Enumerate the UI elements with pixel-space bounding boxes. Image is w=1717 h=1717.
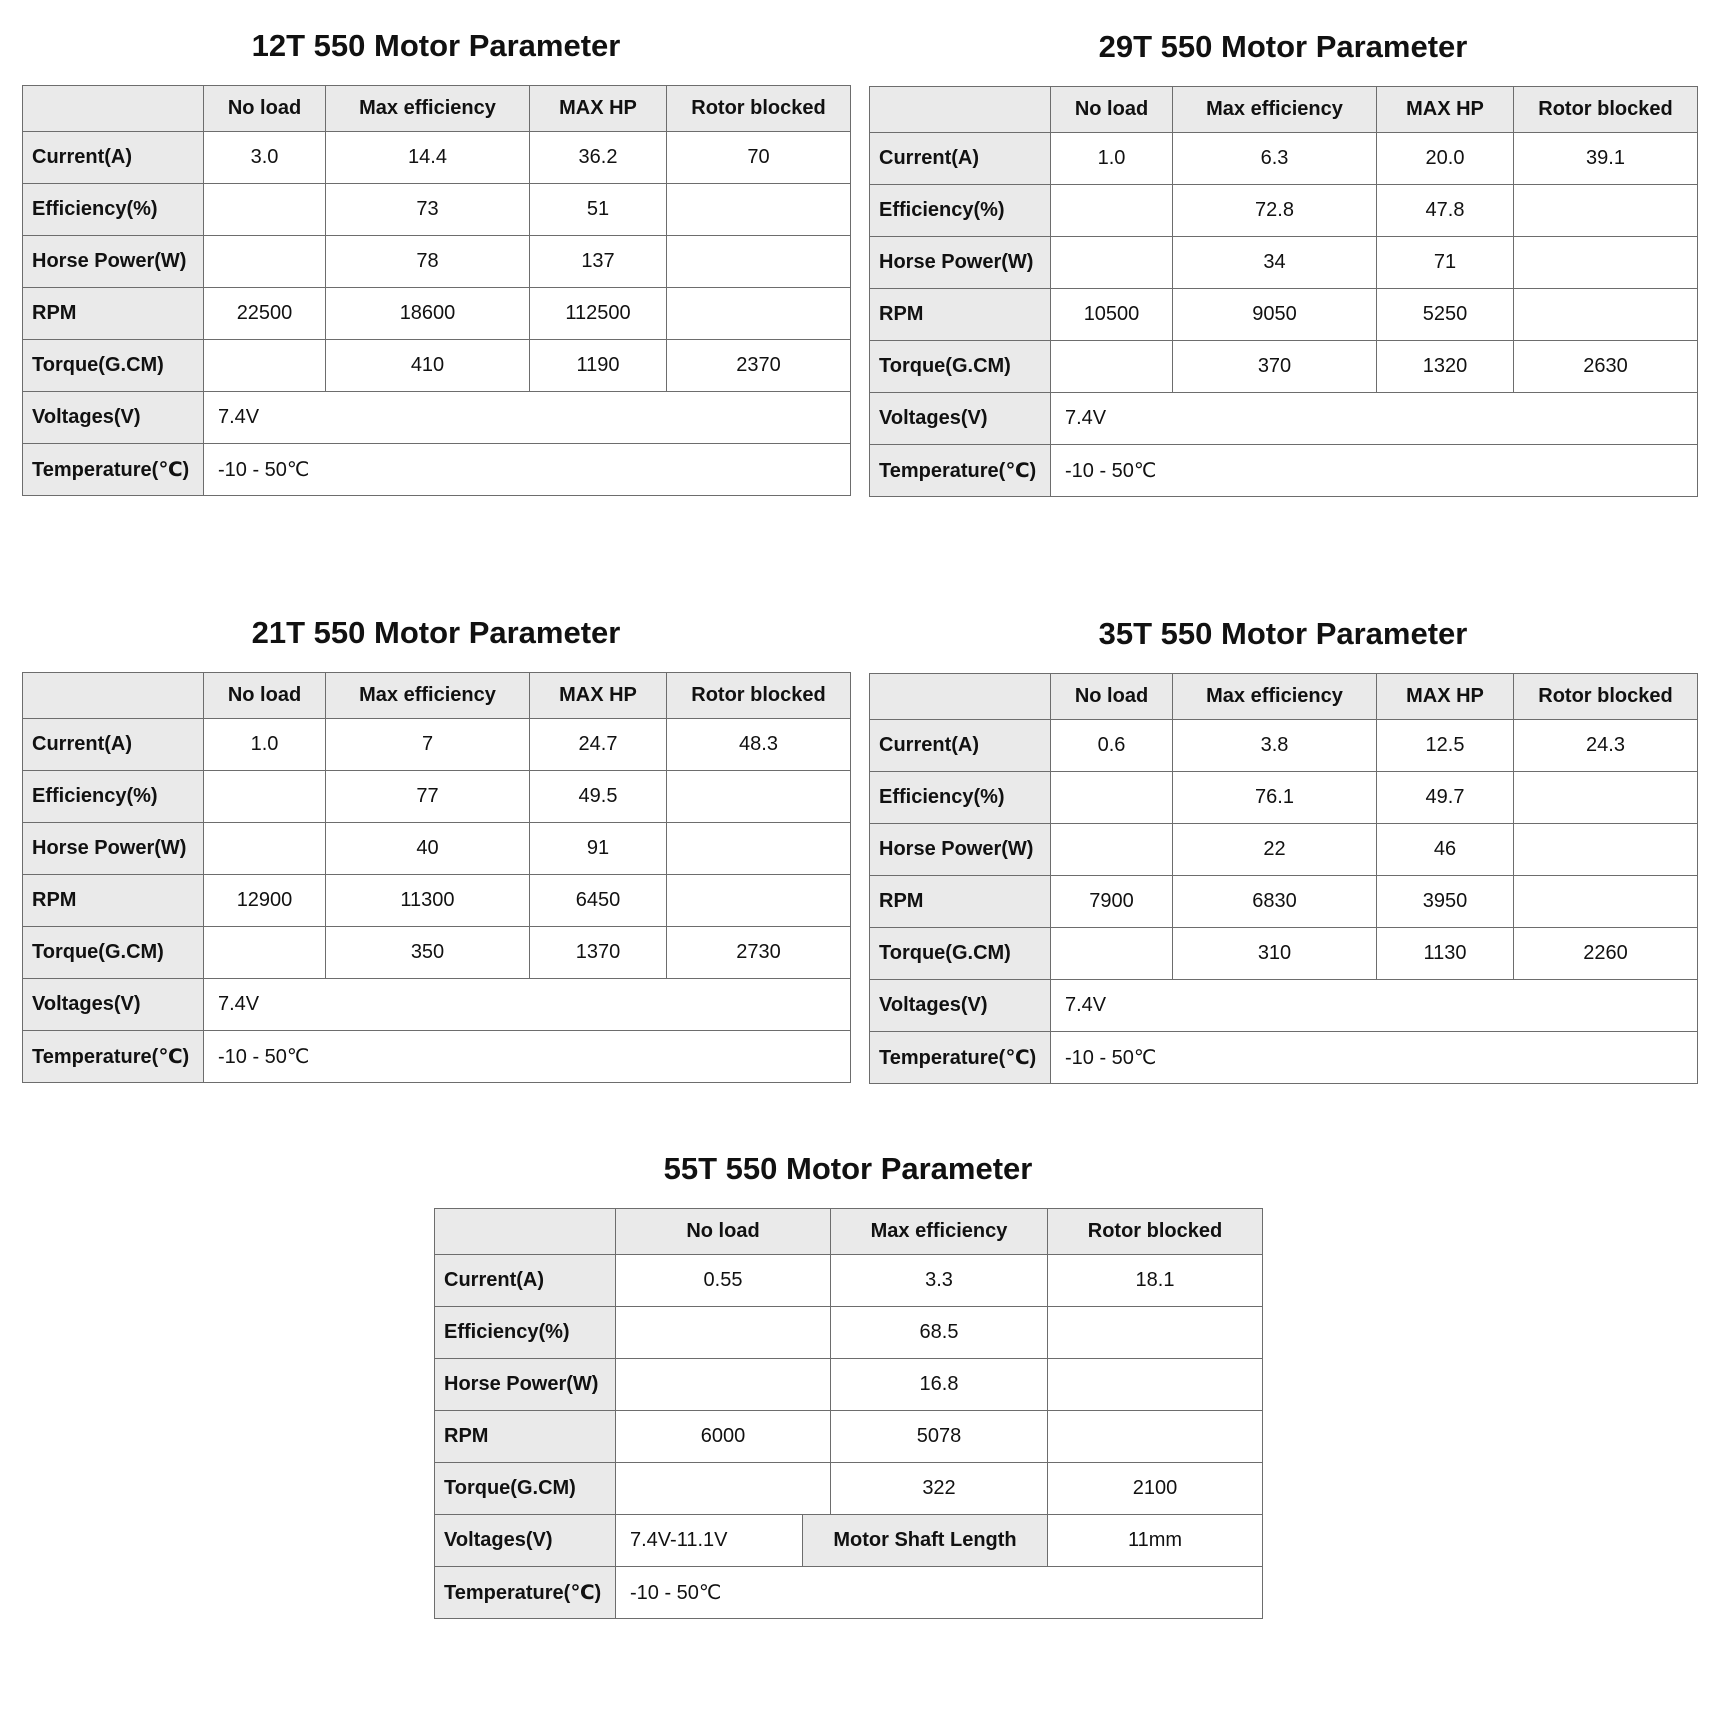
table-cell: 40 — [326, 823, 530, 875]
table-cell: 70 — [667, 132, 851, 184]
table-cell — [667, 184, 851, 236]
row-label: RPM — [870, 876, 1051, 928]
table-row — [435, 1515, 1263, 1567]
table-row — [870, 876, 1698, 928]
table-cell — [667, 771, 851, 823]
table-row — [870, 289, 1698, 341]
table-cell — [204, 340, 326, 392]
motor-table-12t — [22, 26, 850, 496]
row-label: Horse Power(W) — [23, 236, 204, 288]
column-header: MAX HP — [530, 673, 667, 719]
table-row — [870, 928, 1698, 980]
table-cell — [1051, 237, 1173, 289]
voltage-value: 7.4V — [1051, 393, 1698, 445]
row-label: Horse Power(W) — [435, 1359, 616, 1411]
row-label: Efficiency(%) — [23, 771, 204, 823]
row-label: Voltages(V) — [870, 980, 1051, 1032]
table-cell: 22500 — [204, 288, 326, 340]
table-cell — [1048, 1411, 1263, 1463]
table-cell: 34 — [1173, 237, 1377, 289]
table-row — [23, 823, 851, 875]
table-cell: 49.7 — [1377, 772, 1514, 824]
motor-table-55t — [434, 1149, 1262, 1619]
table-cell: 2260 — [1514, 928, 1698, 980]
column-header: MAX HP — [1377, 87, 1514, 133]
table-row — [870, 341, 1698, 393]
column-header: Max efficiency — [831, 1209, 1048, 1255]
table-cell: 20.0 — [1377, 133, 1514, 185]
table-cell: 310 — [1173, 928, 1377, 980]
table-cell: 39.1 — [1514, 133, 1698, 185]
table-cell: 24.7 — [530, 719, 667, 771]
table-row — [435, 1307, 1263, 1359]
table-cell: 71 — [1377, 237, 1514, 289]
table-row — [23, 184, 851, 236]
motor-table-29t — [869, 27, 1697, 497]
row-label: Horse Power(W) — [870, 824, 1051, 876]
table-cell: 18600 — [326, 288, 530, 340]
table-cell — [667, 823, 851, 875]
table-cell: 2630 — [1514, 341, 1698, 393]
column-header: Rotor blocked — [667, 86, 851, 132]
column-header: Max efficiency — [326, 86, 530, 132]
table-row — [870, 772, 1698, 824]
row-label: Voltages(V) — [870, 393, 1051, 445]
table-row — [23, 236, 851, 288]
table-cell: 47.8 — [1377, 185, 1514, 237]
row-label: Torque(G.CM) — [435, 1463, 616, 1515]
table-cell: 22 — [1173, 824, 1377, 876]
motor-table-21t — [22, 613, 850, 1083]
table-title: 55T 550 Motor Parameter — [663, 1151, 1033, 1186]
column-header: Max efficiency — [1173, 87, 1377, 133]
table-cell — [1051, 341, 1173, 393]
shaft-length-label: Motor Shaft Length — [803, 1515, 1048, 1567]
row-label: Temperature(℃) — [870, 1032, 1051, 1084]
table-row — [435, 1463, 1263, 1515]
table-cell: 73 — [326, 184, 530, 236]
table-cell — [1514, 185, 1698, 237]
table-cell: 1320 — [1377, 341, 1514, 393]
table-cell: 112500 — [530, 288, 667, 340]
table-cell: 76.1 — [1173, 772, 1377, 824]
voltage-value: 7.4V — [1051, 980, 1698, 1032]
table-row — [870, 1032, 1698, 1084]
row-label: Temperature(℃) — [23, 444, 204, 496]
table-cell: 10500 — [1051, 289, 1173, 341]
table-cell — [616, 1359, 831, 1411]
table-cell: 6000 — [616, 1411, 831, 1463]
row-label: Torque(G.CM) — [23, 927, 204, 979]
header-row — [870, 87, 1698, 133]
table-row — [870, 237, 1698, 289]
table-cell: 1.0 — [204, 719, 326, 771]
table-cell: 9050 — [1173, 289, 1377, 341]
table-cell — [1514, 237, 1698, 289]
table-cell: 11300 — [326, 875, 530, 927]
column-header: No load — [204, 673, 326, 719]
row-label: Torque(G.CM) — [870, 928, 1051, 980]
row-label: Torque(G.CM) — [870, 341, 1051, 393]
table-cell — [204, 823, 326, 875]
table-cell: 2100 — [1048, 1463, 1263, 1515]
column-header: No load — [204, 86, 326, 132]
table-cell: 51 — [530, 184, 667, 236]
voltage-value: 7.4V-11.1V — [616, 1515, 803, 1567]
table-cell: 91 — [530, 823, 667, 875]
table-row — [435, 1359, 1263, 1411]
table-row — [23, 288, 851, 340]
table-cell — [1051, 185, 1173, 237]
table-cell: 12900 — [204, 875, 326, 927]
table-cell: 72.8 — [1173, 185, 1377, 237]
column-header: Rotor blocked — [1048, 1209, 1263, 1255]
table-row — [23, 1031, 851, 1083]
parameter-table — [434, 1208, 1263, 1619]
table-cell: 6830 — [1173, 876, 1377, 928]
table-cell: 18.1 — [1048, 1255, 1263, 1307]
table-cell: 5078 — [831, 1411, 1048, 1463]
row-label: RPM — [870, 289, 1051, 341]
motor-table-35t — [869, 614, 1697, 1084]
table-cell: 14.4 — [326, 132, 530, 184]
header-row — [23, 673, 851, 719]
row-label: RPM — [23, 875, 204, 927]
table-cell: 12.5 — [1377, 720, 1514, 772]
table-row — [870, 185, 1698, 237]
temperature-value: -10 - 50℃ — [1051, 1032, 1698, 1084]
table-cell — [1048, 1359, 1263, 1411]
row-label: Horse Power(W) — [870, 237, 1051, 289]
table-cell: 7 — [326, 719, 530, 771]
table-row — [23, 875, 851, 927]
table-cell — [667, 875, 851, 927]
table-cell — [1514, 772, 1698, 824]
table-cell: 3950 — [1377, 876, 1514, 928]
table-cell: 3.8 — [1173, 720, 1377, 772]
table-cell — [1514, 824, 1698, 876]
table-cell: 137 — [530, 236, 667, 288]
header-row — [870, 674, 1698, 720]
temperature-value: -10 - 50℃ — [1051, 445, 1698, 497]
table-cell — [1051, 928, 1173, 980]
row-label: Temperature(℃) — [23, 1031, 204, 1083]
table-cell: 6.3 — [1173, 133, 1377, 185]
row-label: RPM — [23, 288, 204, 340]
table-cell: 322 — [831, 1463, 1048, 1515]
corner-cell — [435, 1209, 616, 1255]
table-cell — [1051, 824, 1173, 876]
row-label: Voltages(V) — [23, 979, 204, 1031]
table-cell — [204, 184, 326, 236]
table-cell — [1051, 772, 1173, 824]
column-header: Rotor blocked — [1514, 87, 1698, 133]
table-cell: 77 — [326, 771, 530, 823]
table-cell: 16.8 — [831, 1359, 1048, 1411]
row-label: Current(A) — [23, 132, 204, 184]
row-label: Efficiency(%) — [870, 772, 1051, 824]
table-row — [23, 979, 851, 1031]
table-title: 35T 550 Motor Parameter — [1098, 616, 1468, 651]
table-row — [435, 1411, 1263, 1463]
table-row — [23, 392, 851, 444]
table-cell: 24.3 — [1514, 720, 1698, 772]
voltage-value: 7.4V — [204, 392, 851, 444]
row-label: Voltages(V) — [435, 1515, 616, 1567]
row-label: Efficiency(%) — [435, 1307, 616, 1359]
row-label: Torque(G.CM) — [23, 340, 204, 392]
parameter-table — [22, 672, 851, 1083]
column-header: MAX HP — [530, 86, 667, 132]
table-cell — [667, 288, 851, 340]
row-label: Current(A) — [435, 1255, 616, 1307]
table-title: 21T 550 Motor Parameter — [251, 615, 621, 650]
table-cell — [1048, 1307, 1263, 1359]
table-cell: 0.6 — [1051, 720, 1173, 772]
table-row — [870, 393, 1698, 445]
table-row — [23, 771, 851, 823]
table-cell — [204, 771, 326, 823]
row-label: Voltages(V) — [23, 392, 204, 444]
table-cell: 46 — [1377, 824, 1514, 876]
table-cell — [204, 927, 326, 979]
row-label: Temperature(℃) — [435, 1567, 616, 1619]
table-row — [23, 444, 851, 496]
header-row — [435, 1209, 1263, 1255]
column-header: No load — [1051, 87, 1173, 133]
table-cell: 3.0 — [204, 132, 326, 184]
table-row — [870, 980, 1698, 1032]
table-cell: 7900 — [1051, 876, 1173, 928]
corner-cell — [870, 674, 1051, 720]
table-cell: 370 — [1173, 341, 1377, 393]
table-cell: 1370 — [530, 927, 667, 979]
parameter-table — [869, 86, 1698, 497]
row-label: Temperature(℃) — [870, 445, 1051, 497]
row-label: Current(A) — [870, 720, 1051, 772]
temperature-value: -10 - 50℃ — [204, 1031, 851, 1083]
table-cell: 48.3 — [667, 719, 851, 771]
column-header: Max efficiency — [1173, 674, 1377, 720]
table-cell: 2730 — [667, 927, 851, 979]
column-header: MAX HP — [1377, 674, 1514, 720]
table-row — [435, 1255, 1263, 1307]
table-row — [870, 824, 1698, 876]
table-row — [870, 445, 1698, 497]
table-cell — [1514, 876, 1698, 928]
table-cell — [616, 1307, 831, 1359]
table-cell — [616, 1463, 831, 1515]
shaft-length-value: 11mm — [1048, 1515, 1263, 1567]
table-cell: 1130 — [1377, 928, 1514, 980]
table-cell: 350 — [326, 927, 530, 979]
table-cell: 1190 — [530, 340, 667, 392]
table-title: 29T 550 Motor Parameter — [1098, 29, 1468, 64]
table-row — [23, 719, 851, 771]
table-row — [435, 1567, 1263, 1619]
corner-cell — [23, 86, 204, 132]
table-cell: 36.2 — [530, 132, 667, 184]
table-title: 12T 550 Motor Parameter — [251, 28, 621, 63]
temperature-value: -10 - 50℃ — [616, 1567, 1263, 1619]
row-label: Efficiency(%) — [870, 185, 1051, 237]
table-cell: 6450 — [530, 875, 667, 927]
header-row — [23, 86, 851, 132]
column-header: Max efficiency — [326, 673, 530, 719]
table-row — [23, 927, 851, 979]
table-row — [23, 132, 851, 184]
corner-cell — [23, 673, 204, 719]
column-header: No load — [616, 1209, 831, 1255]
table-cell: 78 — [326, 236, 530, 288]
table-cell: 3.3 — [831, 1255, 1048, 1307]
parameter-table — [869, 673, 1698, 1084]
table-cell: 1.0 — [1051, 133, 1173, 185]
table-cell: 49.5 — [530, 771, 667, 823]
table-row — [870, 133, 1698, 185]
column-header: No load — [1051, 674, 1173, 720]
row-label: RPM — [435, 1411, 616, 1463]
parameter-table — [22, 85, 851, 496]
column-header: Rotor blocked — [1514, 674, 1698, 720]
table-row — [23, 340, 851, 392]
row-label: Horse Power(W) — [23, 823, 204, 875]
table-row — [870, 720, 1698, 772]
table-cell — [1514, 289, 1698, 341]
table-cell: 68.5 — [831, 1307, 1048, 1359]
temperature-value: -10 - 50℃ — [204, 444, 851, 496]
column-header: Rotor blocked — [667, 673, 851, 719]
table-cell — [667, 236, 851, 288]
row-label: Current(A) — [23, 719, 204, 771]
table-cell: 5250 — [1377, 289, 1514, 341]
row-label: Efficiency(%) — [23, 184, 204, 236]
table-cell: 0.55 — [616, 1255, 831, 1307]
row-label: Current(A) — [870, 133, 1051, 185]
corner-cell — [870, 87, 1051, 133]
table-cell: 2370 — [667, 340, 851, 392]
voltage-value: 7.4V — [204, 979, 851, 1031]
table-cell — [204, 236, 326, 288]
table-cell: 410 — [326, 340, 530, 392]
